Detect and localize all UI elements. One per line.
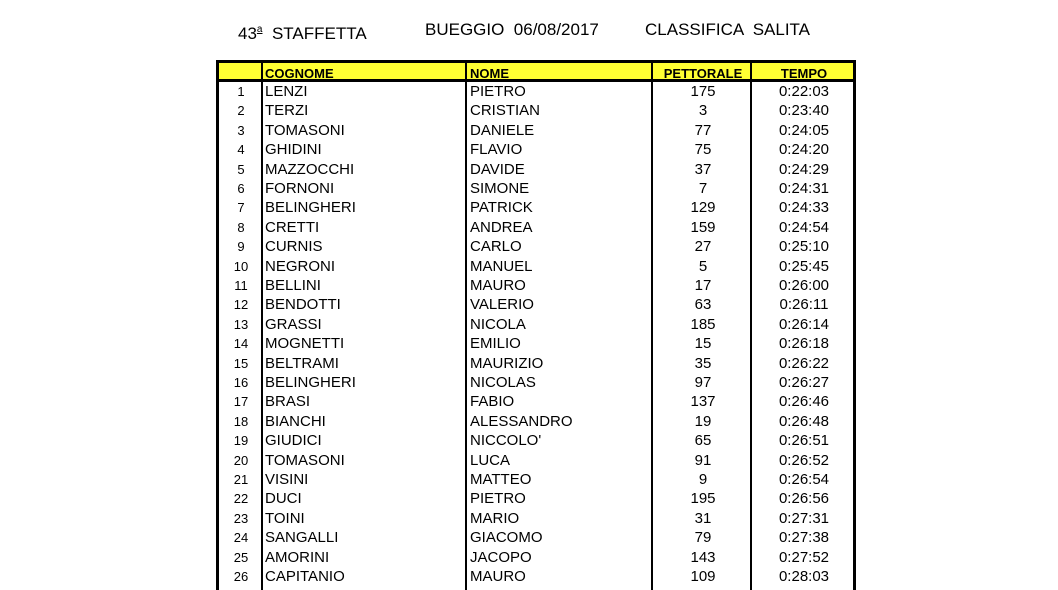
cell-bib: 3 bbox=[698, 102, 708, 120]
event-name: STAFFETTA bbox=[271, 24, 367, 43]
cell-surname: BELLINI bbox=[265, 277, 321, 294]
table-row bbox=[219, 218, 853, 237]
cell-bib: 143 bbox=[690, 548, 716, 566]
cell-bib: 175 bbox=[690, 83, 716, 100]
edition-superscript: a bbox=[256, 24, 263, 35]
table-row bbox=[219, 237, 853, 256]
header-time: TEMPO bbox=[780, 66, 828, 81]
cell-time: 0:27:52 bbox=[778, 548, 830, 566]
table-row bbox=[219, 373, 853, 392]
cell-time: 0:26:18 bbox=[778, 335, 830, 353]
table-row bbox=[219, 392, 853, 411]
cell-name: NICOLAS bbox=[470, 374, 536, 391]
edition-number: 43 bbox=[238, 24, 257, 43]
cell-time: 0:26:46 bbox=[778, 393, 830, 411]
cell-name: MAURIZIO bbox=[470, 354, 544, 372]
cell-time: 0:26:11 bbox=[779, 296, 829, 314]
cell-name: PATRICK bbox=[470, 199, 533, 217]
edition-title bbox=[238, 20, 367, 43]
place-date: BUEGGIO 06/08/2017 bbox=[425, 20, 599, 39]
cell-time: 0:26:56 bbox=[778, 490, 830, 508]
cell-bib: 97 bbox=[694, 374, 712, 391]
cell-name: MANUEL bbox=[470, 257, 533, 275]
cell-time: 0:26:54 bbox=[778, 471, 830, 488]
cell-rank: 14 bbox=[233, 336, 249, 352]
cell-rank: 5 bbox=[237, 161, 245, 177]
cell-name: MAURO bbox=[470, 277, 526, 294]
cell-time: 0:26:48 bbox=[778, 412, 830, 430]
cell-time: 0:25:45 bbox=[778, 257, 830, 275]
cell-surname: BENDOTTI bbox=[265, 296, 341, 314]
cell-time: 0:26:00 bbox=[778, 277, 830, 294]
cell-surname: CRETTI bbox=[265, 218, 320, 236]
classification-title: CLASSIFICA SALITA bbox=[645, 20, 811, 39]
table-row bbox=[219, 179, 853, 198]
header-name: NOME bbox=[470, 66, 509, 81]
cell-bib: 9 bbox=[698, 471, 708, 488]
cell-bib: 5 bbox=[698, 257, 708, 275]
cell-bib: 17 bbox=[694, 277, 712, 294]
cell-time: 0:24:29 bbox=[778, 160, 830, 178]
cell-rank: 26 bbox=[233, 569, 249, 584]
cell-surname: BELTRAMI bbox=[265, 354, 339, 372]
cell-rank: 18 bbox=[233, 413, 249, 429]
table-row bbox=[219, 140, 853, 159]
cell-rank: 24 bbox=[233, 530, 249, 546]
table-row bbox=[219, 82, 853, 101]
cell-time: 0:26:22 bbox=[778, 354, 830, 372]
cell-bib: 195 bbox=[690, 490, 716, 508]
cell-time: 0:26:51 bbox=[778, 432, 830, 450]
cell-bib: 185 bbox=[690, 315, 716, 333]
cell-name: ANDREA bbox=[470, 218, 533, 236]
cell-bib: 75 bbox=[694, 141, 712, 159]
cell-name: VALERIO bbox=[470, 296, 534, 314]
cell-time: 0:25:10 bbox=[778, 238, 830, 256]
table-row bbox=[219, 489, 853, 508]
cell-bib: 91 bbox=[694, 451, 712, 469]
cell-rank: 19 bbox=[233, 433, 249, 449]
header-bib: PETTORALE bbox=[663, 66, 743, 81]
cell-time: 0:28:03 bbox=[778, 568, 830, 585]
cell-rank: 10 bbox=[233, 258, 249, 274]
cell-surname: SANGALLI bbox=[265, 529, 339, 547]
cell-rank: 11 bbox=[234, 278, 248, 293]
cell-surname: TOMASONI bbox=[265, 121, 345, 139]
cell-bib: 159 bbox=[690, 218, 716, 236]
cell-time: 0:27:38 bbox=[778, 529, 830, 547]
cell-time: 0:26:14 bbox=[778, 315, 830, 333]
table-row bbox=[219, 509, 853, 528]
cell-surname: TERZI bbox=[265, 102, 309, 120]
cell-name: GIACOMO bbox=[470, 529, 543, 547]
table-row bbox=[219, 276, 853, 295]
cell-rank: 12 bbox=[233, 297, 249, 313]
table-row bbox=[219, 412, 853, 431]
cell-bib: 27 bbox=[694, 238, 712, 256]
cell-bib: 15 bbox=[694, 335, 712, 353]
cell-time: 0:24:54 bbox=[778, 218, 830, 236]
table-row bbox=[219, 121, 853, 140]
cell-rank: 15 bbox=[233, 355, 249, 371]
cell-bib: 31 bbox=[694, 509, 712, 527]
table-row bbox=[219, 257, 853, 276]
table-header bbox=[219, 60, 853, 82]
cell-name: PIETRO bbox=[470, 490, 526, 508]
cell-surname: BELINGHERI bbox=[265, 374, 356, 391]
cell-surname: DUCI bbox=[265, 490, 302, 508]
cell-name: MARIO bbox=[470, 509, 520, 527]
table-row bbox=[219, 451, 853, 470]
cell-surname: CAPITANIO bbox=[265, 568, 345, 585]
cell-rank: 8 bbox=[237, 219, 245, 235]
cell-name: EMILIO bbox=[470, 335, 521, 353]
cell-bib: 109 bbox=[690, 568, 716, 585]
cell-rank: 21 bbox=[233, 472, 249, 487]
cell-rank: 23 bbox=[233, 510, 249, 526]
table-row bbox=[219, 295, 853, 314]
cell-surname: AMORINI bbox=[265, 548, 330, 566]
cell-name: NICOLA bbox=[470, 315, 526, 333]
cell-name: MAURO bbox=[470, 568, 526, 585]
cell-surname: TOINI bbox=[265, 509, 305, 527]
cell-bib: 19 bbox=[694, 412, 712, 430]
cell-surname: NEGRONI bbox=[265, 257, 336, 275]
cell-rank: 1 bbox=[237, 84, 245, 99]
cell-name: CRISTIAN bbox=[470, 102, 541, 120]
cell-name: JACOPO bbox=[470, 548, 532, 566]
cell-name: SIMONE bbox=[470, 180, 530, 197]
cell-name: FLAVIO bbox=[470, 141, 523, 159]
cell-bib: 35 bbox=[694, 354, 712, 372]
cell-surname: BRASI bbox=[265, 393, 311, 411]
cell-name: PIETRO bbox=[470, 83, 526, 100]
cell-rank: 2 bbox=[237, 103, 245, 119]
cell-bib: 129 bbox=[690, 199, 716, 217]
cell-bib: 37 bbox=[694, 160, 712, 178]
cell-rank: 16 bbox=[233, 375, 249, 390]
header-surname: COGNOME bbox=[265, 66, 334, 81]
table-row bbox=[219, 354, 853, 373]
cell-bib: 63 bbox=[694, 296, 712, 314]
cell-surname: VISINI bbox=[265, 471, 309, 488]
cell-name: ALESSANDRO bbox=[470, 412, 573, 430]
cell-rank: 9 bbox=[237, 239, 245, 255]
cell-surname: BIANCHI bbox=[265, 412, 326, 430]
cell-name: DANIELE bbox=[470, 121, 535, 139]
cell-surname: CURNIS bbox=[265, 238, 323, 256]
results-table bbox=[216, 60, 856, 590]
cell-time: 0:24:05 bbox=[778, 121, 830, 139]
cell-surname: MOGNETTI bbox=[265, 335, 345, 353]
table-row bbox=[219, 160, 853, 179]
cell-bib: 79 bbox=[694, 529, 712, 547]
cell-time: 0:22:03 bbox=[778, 83, 830, 100]
header-rank bbox=[219, 66, 263, 82]
table-row bbox=[219, 470, 853, 489]
cell-name: DAVIDE bbox=[470, 160, 525, 178]
cell-time: 0:26:52 bbox=[778, 451, 830, 469]
cell-surname: FORNONI bbox=[265, 180, 335, 197]
table-row bbox=[219, 528, 853, 547]
cell-rank: 7 bbox=[237, 200, 245, 216]
cell-name: FABIO bbox=[470, 393, 515, 411]
cell-rank: 6 bbox=[237, 181, 245, 196]
cell-rank: 17 bbox=[233, 394, 249, 410]
cell-rank: 22 bbox=[233, 491, 249, 507]
table-row bbox=[219, 431, 853, 450]
cell-surname: GRASSI bbox=[265, 315, 322, 333]
cell-time: 0:27:31 bbox=[778, 509, 830, 527]
cell-rank: 25 bbox=[233, 549, 249, 565]
cell-name: CARLO bbox=[470, 238, 522, 256]
table-row bbox=[219, 567, 853, 586]
cell-name: LUCA bbox=[470, 451, 511, 469]
cell-rank: 20 bbox=[233, 452, 249, 468]
table-row bbox=[219, 548, 853, 567]
cell-time: 0:24:20 bbox=[778, 141, 830, 159]
cell-rank: 4 bbox=[237, 142, 245, 158]
cell-surname: MAZZOCCHI bbox=[265, 160, 355, 178]
table-row bbox=[219, 334, 853, 353]
cell-time: 0:24:31 bbox=[778, 180, 830, 197]
cell-time: 0:23:40 bbox=[778, 102, 830, 120]
cell-surname: LENZI bbox=[265, 83, 308, 100]
cell-time: 0:24:33 bbox=[778, 199, 830, 217]
cell-surname: TOMASONI bbox=[265, 451, 345, 469]
cell-bib: 7 bbox=[698, 180, 708, 197]
cell-surname: BELINGHERI bbox=[265, 199, 356, 217]
table-row bbox=[219, 101, 853, 120]
cell-bib: 137 bbox=[690, 393, 716, 411]
cell-name: MATTEO bbox=[470, 471, 532, 488]
cell-time: 0:26:27 bbox=[778, 374, 830, 391]
cell-bib: 77 bbox=[694, 121, 712, 139]
cell-surname: GIUDICI bbox=[265, 432, 322, 450]
cell-bib: 65 bbox=[694, 432, 712, 450]
table-row bbox=[219, 315, 853, 334]
table-row bbox=[219, 198, 853, 217]
cell-rank: 3 bbox=[237, 122, 245, 138]
cell-surname: GHIDINI bbox=[265, 141, 322, 159]
cell-name: NICCOLO' bbox=[470, 432, 542, 450]
cell-rank: 13 bbox=[233, 316, 249, 332]
